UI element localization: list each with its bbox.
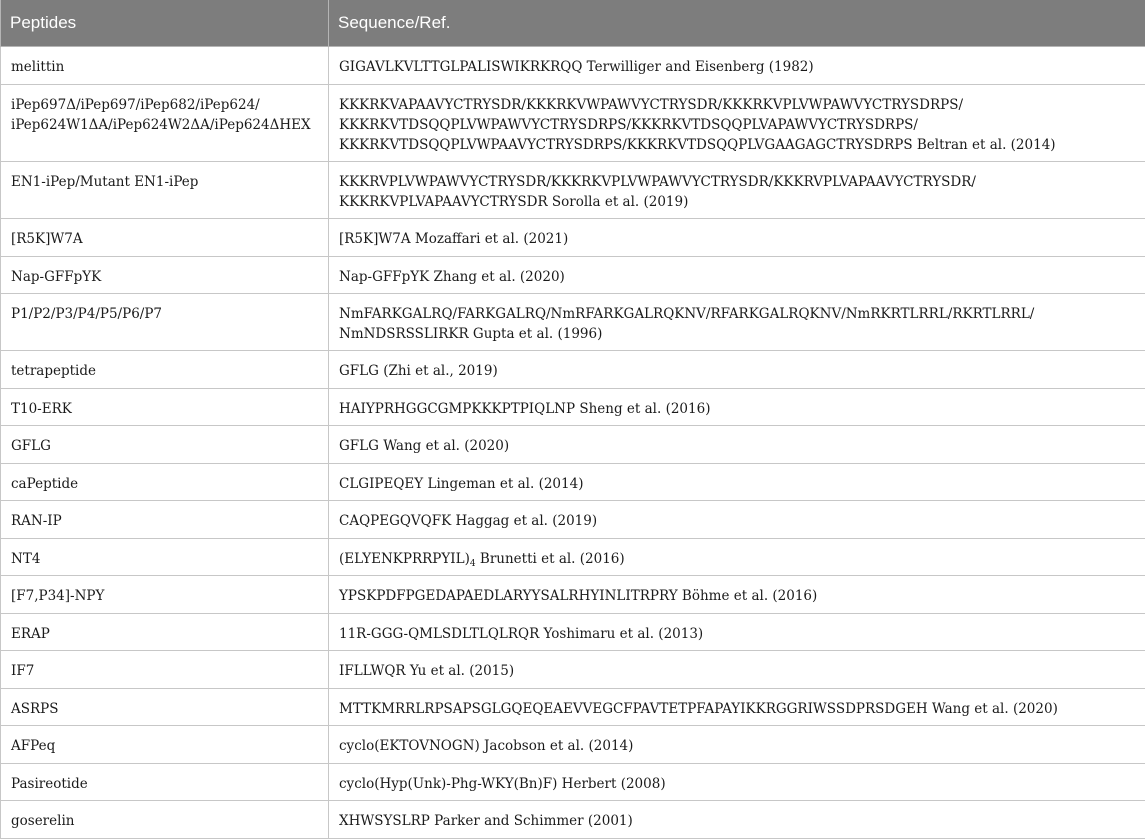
table-row: [1, 614, 1145, 651]
table-row: [1, 726, 1145, 764]
peptide-cell: [R5K]W7A: [1, 219, 329, 257]
table-row: [1, 257, 1145, 294]
peptide-cell: goserelin: [1, 801, 329, 839]
sequence-cell: [R5K]W7A Mozaffari et al. (2021): [329, 219, 1145, 257]
peptide-cell: [F7,P34]-NPY: [1, 576, 329, 614]
sequence-cell: [329, 539, 1145, 576]
sequence-subscript: 4: [469, 559, 476, 569]
sequence-cell: YPSKPDFPGEDAPAEDLARYYSALRHYINLITRPRY Böhme et al. (2016): [329, 576, 1145, 614]
peptide-cell: GFLG: [1, 426, 329, 464]
peptide-cell: RAN-IP: [1, 501, 329, 539]
sequence-cell: Nap-GFFpYK Zhang et al. (2020): [329, 257, 1145, 294]
table-row: [1, 162, 1145, 219]
peptide-cell: Pasireotide: [1, 764, 329, 801]
peptide-cell: AFPeq: [1, 726, 329, 764]
sequence-cell: CAQPEGQVQFK Haggag et al. (2019): [329, 501, 1145, 539]
header-sequence-ref: Sequence/Ref.: [329, 0, 1145, 47]
table-row: [1, 294, 1145, 351]
sequence-cell: NmFARKGALRQ/FARKGALRQ/NmRFARKGALRQKNV/RFARKGALRQKNV/NmRKRTLRRL/RKRTLRRL/ NmNDSRSSLIRKR Gupta et al. (1996): [329, 294, 1145, 351]
sequence-cell: cyclo(EKTOVNOGN) Jacobson et al. (2014): [329, 726, 1145, 764]
peptide-cell: melittin: [1, 47, 329, 85]
table-row: [1, 689, 1145, 726]
sequence-cell: GFLG (Zhi et al., 2019): [329, 351, 1145, 389]
sequence-cell: 11R-GGG-QMLSDLTLQLRQR Yoshimaru et al. (2013): [329, 614, 1145, 651]
table-row: [1, 351, 1145, 389]
sequence-cell: MTTKMRRLRPSAPSGLGQEQEAEVVEGCFPAVTETPFAPAYIKKRGGRIWSSDPRSDGEH Wang et al. (2020): [329, 689, 1145, 726]
table-row: [1, 47, 1145, 85]
peptide-cell: EN1-iPep/Mutant EN1-iPep: [1, 162, 329, 219]
sequence-cell: KKKRVPLVWPAWVYCTRYSDR/KKKRKVPLVWPAWVYCTRYSDR/KKKRVPLVAPAAVYCTRYSDR/ KKKRKVPLVAPAAVYCTRYSDR Sorolla et al. (2019): [329, 162, 1145, 219]
table-row: [1, 764, 1145, 801]
peptide-cell: IF7: [1, 651, 329, 689]
sequence-cell: CLGIPEQEY Lingeman et al. (2014): [329, 464, 1145, 501]
peptide-cell: T10-ERK: [1, 389, 329, 426]
peptide-cell: Nap-GFFpYK: [1, 257, 329, 294]
table-row: [1, 85, 1145, 162]
peptide-cell: caPeptide: [1, 464, 329, 501]
sequence-main: (ELYENKPRRPYIL): [339, 551, 470, 567]
sequence-cell: HAIYPRHGGCGMPKKKPTPIQLNP Sheng et al. (2016): [329, 389, 1145, 426]
header-peptides: Peptides: [1, 0, 329, 47]
peptide-cell: P1/P2/P3/P4/P5/P6/P7: [1, 294, 329, 351]
table-row: [1, 801, 1145, 839]
peptide-cell: ERAP: [1, 614, 329, 651]
sequence-cell: GIGAVLKVLTTGLPALISWIKRKRQQ Terwilliger and Eisenberg (1982): [329, 47, 1145, 85]
table-row: [1, 539, 1145, 576]
sequence-ref: Brunetti et al. (2016): [475, 551, 625, 567]
peptide-cell: ASRPS: [1, 689, 329, 726]
table-row: [1, 651, 1145, 689]
table-row: [1, 576, 1145, 614]
sequence-cell: IFLLWQR Yu et al. (2015): [329, 651, 1145, 689]
peptide-cell: iPep697Δ/iPep697/iPep682/iPep624/ iPep624W1ΔA/iPep624W2ΔA/iPep624ΔHEX: [1, 85, 329, 162]
sequence-cell: XHWSYSLRP Parker and Schimmer (2001): [329, 801, 1145, 839]
sequence-cell: cyclo(Hyp(Unk)-Phg-WKY(Bn)F) Herbert (2008): [329, 764, 1145, 801]
table-row: [1, 389, 1145, 426]
table-row: [1, 219, 1145, 257]
sequence-cell: KKKRKVAPAAVYCTRYSDR/KKKRKVWPAWVYCTRYSDR/KKKRKVPLVWPAWVYCTRYSDRPS/ KKKRKVTDSQQPLVWPAWVYCTRYSDRPS/KKKRKVTDSQQPLVAPAWVYCTRYSDRPS/ KKKRKVTDSQQPLVWPAAVYCTRYSDRPS/KKKRKVTDSQQPLVGAAGAGCTRYSDRPS Beltran et al. (2014): [329, 85, 1145, 162]
sequence-cell: GFLG Wang et al. (2020): [329, 426, 1145, 464]
table-row: [1, 464, 1145, 501]
table-row: [1, 426, 1145, 464]
peptide-cell: tetrapeptide: [1, 351, 329, 389]
header-row: [1, 0, 1145, 47]
table-row: [1, 501, 1145, 539]
peptide-cell: NT4: [1, 539, 329, 576]
